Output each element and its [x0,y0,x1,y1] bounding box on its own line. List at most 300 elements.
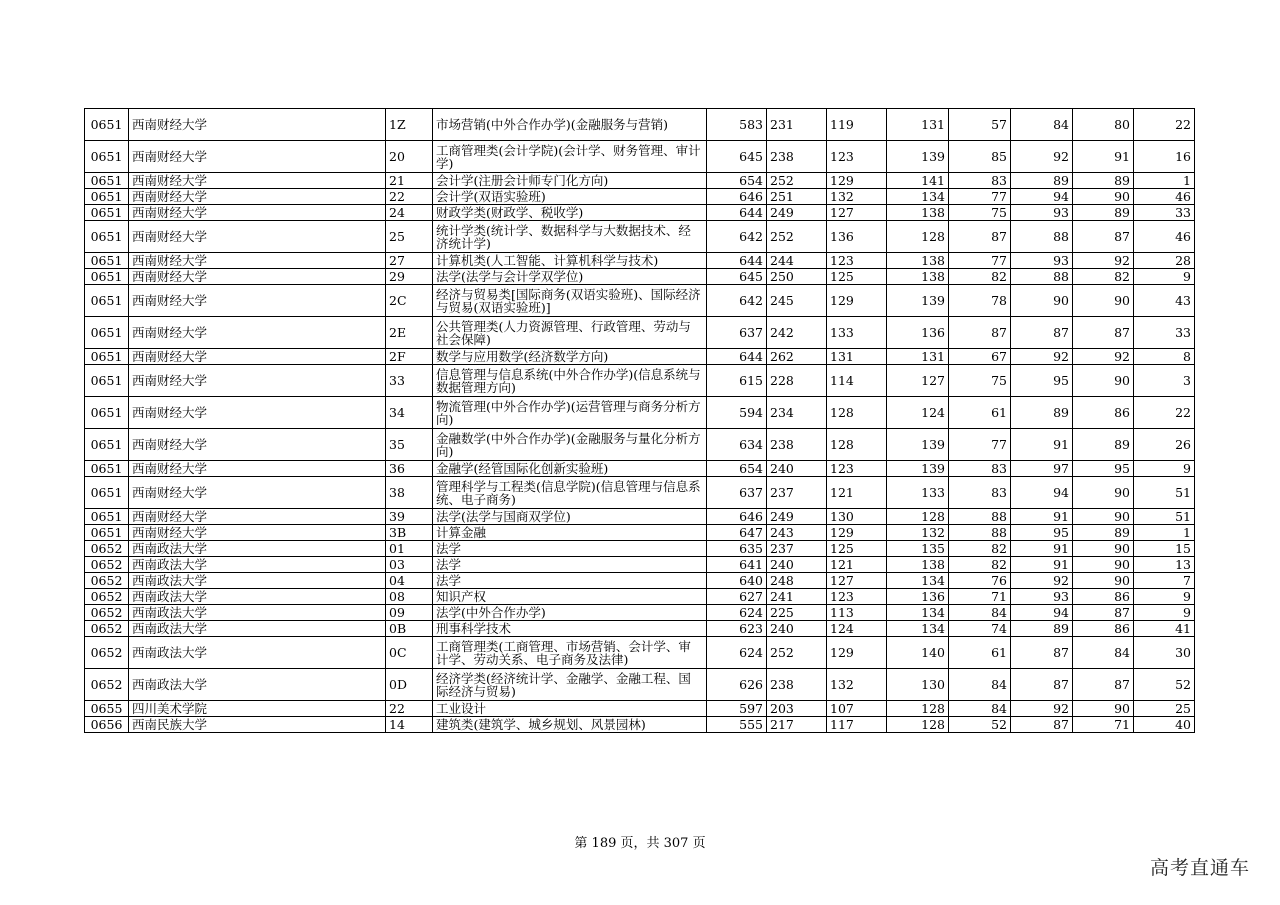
count-cell: 9 [1134,269,1195,285]
score-cell-4: 139 [887,285,949,317]
group-code-cell: 22 [386,701,433,717]
school-name-cell: 西南政法大学 [129,621,386,637]
table-row [85,701,1195,717]
school-code-cell: 0655 [85,701,129,717]
school-name-cell: 西南财经大学 [129,141,386,173]
school-name-cell: 西南财经大学 [129,509,386,525]
score-cell-4: 131 [887,109,949,141]
score-cell-5: 83 [949,477,1011,509]
score-cell-7: 86 [1073,589,1134,605]
major-name-cell: 计算机类(人工智能、计算机科学与技术) [433,253,707,269]
group-code-cell: 20 [386,141,433,173]
group-code-cell: 03 [386,557,433,573]
score-cell-6: 94 [1011,477,1073,509]
group-code-cell: 38 [386,477,433,509]
score-cell-5: 76 [949,573,1011,589]
score-cell-7: 90 [1073,285,1134,317]
major-name-cell: 建筑类(建筑学、城乡规划、风景园林) [433,717,707,733]
score-cell-7: 82 [1073,269,1134,285]
major-name-cell: 法学(中外合作办学) [433,605,707,621]
score-cell-4: 138 [887,253,949,269]
school-code-cell: 0652 [85,589,129,605]
score-cell-7: 71 [1073,717,1134,733]
table-row [85,429,1195,461]
score-cell-5: 67 [949,349,1011,365]
total-score-cell: 594 [707,397,767,429]
table-row [85,317,1195,349]
score-cell-7: 89 [1073,205,1134,221]
score-cell-3: 123 [827,461,887,477]
score-cell-7: 87 [1073,221,1134,253]
score-cell-5: 61 [949,637,1011,669]
major-name-cell: 知识产权 [433,589,707,605]
score-cell-4: 134 [887,605,949,621]
school-code-cell: 0651 [85,461,129,477]
score-cell-4: 130 [887,669,949,701]
count-cell: 13 [1134,557,1195,573]
count-cell: 26 [1134,429,1195,461]
score-cell-4: 138 [887,557,949,573]
major-name-cell: 工商管理类(会计学院)(会计学、财务管理、审计学) [433,141,707,173]
count-cell: 46 [1134,189,1195,205]
school-code-cell: 0651 [85,221,129,253]
school-name-cell: 西南政法大学 [129,573,386,589]
score-cell-6: 95 [1011,525,1073,541]
score-cell-5: 82 [949,557,1011,573]
total-score-cell: 644 [707,349,767,365]
score-cell-3: 114 [827,365,887,397]
score-cell-2: 225 [767,605,827,621]
major-name-cell: 信息管理与信息系统(中外合作办学)(信息系统与数据管理方向) [433,365,707,397]
score-cell-2: 243 [767,525,827,541]
score-cell-7: 86 [1073,621,1134,637]
score-cell-6: 89 [1011,397,1073,429]
score-cell-7: 90 [1073,365,1134,397]
table-row [85,637,1195,669]
score-cell-2: 240 [767,621,827,637]
score-cell-4: 140 [887,637,949,669]
score-cell-3: 130 [827,509,887,525]
score-cell-7: 90 [1073,573,1134,589]
major-name-cell: 市场营销(中外合作办学)(金融服务与营销) [433,109,707,141]
score-cell-2: 237 [767,477,827,509]
school-name-cell: 西南财经大学 [129,525,386,541]
school-code-cell: 0651 [85,269,129,285]
count-cell: 30 [1134,637,1195,669]
score-cell-6: 91 [1011,429,1073,461]
table-row [85,285,1195,317]
school-name-cell: 西南财经大学 [129,397,386,429]
table-row [85,525,1195,541]
score-cell-2: 234 [767,397,827,429]
score-cell-2: 238 [767,141,827,173]
score-cell-3: 121 [827,557,887,573]
table-row [85,173,1195,189]
score-cell-7: 90 [1073,541,1134,557]
score-cell-4: 136 [887,589,949,605]
table-row [85,605,1195,621]
total-score-cell: 645 [707,141,767,173]
score-cell-4: 133 [887,477,949,509]
score-cell-7: 89 [1073,173,1134,189]
major-name-cell: 工业设计 [433,701,707,717]
school-code-cell: 0652 [85,669,129,701]
count-cell: 25 [1134,701,1195,717]
score-cell-5: 77 [949,253,1011,269]
school-name-cell: 西南财经大学 [129,365,386,397]
score-cell-6: 87 [1011,717,1073,733]
total-score-cell: 555 [707,717,767,733]
score-cell-7: 92 [1073,349,1134,365]
group-code-cell: 33 [386,365,433,397]
group-code-cell: 14 [386,717,433,733]
count-cell: 1 [1134,525,1195,541]
total-score-cell: 654 [707,173,767,189]
school-name-cell: 西南政法大学 [129,605,386,621]
major-name-cell: 数学与应用数学(经济数学方向) [433,349,707,365]
score-cell-2: 244 [767,253,827,269]
score-cell-5: 78 [949,285,1011,317]
group-code-cell: 01 [386,541,433,557]
total-score-cell: 615 [707,365,767,397]
score-cell-5: 84 [949,701,1011,717]
score-cell-2: 238 [767,429,827,461]
total-score-cell: 627 [707,589,767,605]
score-cell-6: 89 [1011,621,1073,637]
school-code-cell: 0651 [85,141,129,173]
score-cell-2: 249 [767,509,827,525]
table-row [85,477,1195,509]
total-score-cell: 626 [707,669,767,701]
school-code-cell: 0651 [85,189,129,205]
score-cell-7: 87 [1073,317,1134,349]
school-name-cell: 西南财经大学 [129,429,386,461]
score-cell-5: 85 [949,141,1011,173]
count-cell: 8 [1134,349,1195,365]
score-cell-2: 240 [767,557,827,573]
school-name-cell: 西南财经大学 [129,269,386,285]
school-name-cell: 西南财经大学 [129,317,386,349]
total-score-cell: 637 [707,317,767,349]
score-cell-3: 132 [827,669,887,701]
score-cell-2: 262 [767,349,827,365]
score-cell-7: 84 [1073,637,1134,669]
score-cell-4: 128 [887,221,949,253]
school-name-cell: 西南财经大学 [129,189,386,205]
table-row [85,717,1195,733]
group-code-cell: 39 [386,509,433,525]
score-cell-6: 93 [1011,589,1073,605]
score-table [84,108,1195,733]
score-cell-5: 83 [949,173,1011,189]
score-cell-3: 132 [827,189,887,205]
score-cell-3: 121 [827,477,887,509]
score-cell-3: 123 [827,253,887,269]
major-name-cell: 工商管理类(工商管理、市场营销、会计学、审计学、劳动关系、电子商务及法律) [433,637,707,669]
count-cell: 22 [1134,109,1195,141]
score-cell-2: 238 [767,669,827,701]
school-name-cell: 西南财经大学 [129,349,386,365]
school-code-cell: 0651 [85,397,129,429]
school-code-cell: 0652 [85,541,129,557]
score-cell-3: 136 [827,221,887,253]
score-cell-6: 92 [1011,349,1073,365]
school-code-cell: 0652 [85,637,129,669]
score-cell-6: 92 [1011,141,1073,173]
school-code-cell: 0652 [85,573,129,589]
score-cell-4: 128 [887,701,949,717]
score-cell-7: 90 [1073,189,1134,205]
score-cell-5: 82 [949,269,1011,285]
score-cell-6: 90 [1011,285,1073,317]
score-cell-6: 87 [1011,669,1073,701]
count-cell: 40 [1134,717,1195,733]
school-name-cell: 西南财经大学 [129,285,386,317]
score-cell-4: 134 [887,573,949,589]
score-cell-6: 91 [1011,541,1073,557]
score-cell-5: 77 [949,429,1011,461]
total-score-cell: 646 [707,509,767,525]
score-cell-4: 134 [887,189,949,205]
major-name-cell: 管理科学与工程类(信息学院)(信息管理与信息系统、电子商务) [433,477,707,509]
score-cell-3: 127 [827,205,887,221]
group-code-cell: 08 [386,589,433,605]
score-cell-6: 95 [1011,365,1073,397]
score-cell-6: 89 [1011,173,1073,189]
major-name-cell: 公共管理类(人力资源管理、行政管理、劳动与社会保障) [433,317,707,349]
count-cell: 1 [1134,173,1195,189]
school-code-cell: 0652 [85,557,129,573]
count-cell: 3 [1134,365,1195,397]
count-cell: 52 [1134,669,1195,701]
school-code-cell: 0651 [85,509,129,525]
major-name-cell: 经济与贸易类[国际商务(双语实验班)、国际经济与贸易(双语实验班)] [433,285,707,317]
score-cell-5: 84 [949,669,1011,701]
total-score-cell: 642 [707,221,767,253]
score-cell-4: 139 [887,429,949,461]
score-cell-2: 249 [767,205,827,221]
score-cell-7: 90 [1073,509,1134,525]
total-score-cell: 640 [707,573,767,589]
score-cell-2: 242 [767,317,827,349]
group-code-cell: 21 [386,173,433,189]
score-cell-6: 92 [1011,701,1073,717]
school-name-cell: 西南财经大学 [129,221,386,253]
group-code-cell: 2E [386,317,433,349]
score-cell-4: 128 [887,717,949,733]
major-name-cell: 金融学(经管国际化创新实验班) [433,461,707,477]
major-name-cell: 财政学类(财政学、税收学) [433,205,707,221]
total-score-cell: 642 [707,285,767,317]
score-cell-7: 91 [1073,141,1134,173]
score-cell-3: 127 [827,573,887,589]
score-cell-4: 139 [887,141,949,173]
score-cell-2: 252 [767,173,827,189]
score-cell-3: 129 [827,525,887,541]
school-name-cell: 西南财经大学 [129,253,386,269]
major-name-cell: 会计学(注册会计师专门化方向) [433,173,707,189]
table-row [85,349,1195,365]
score-cell-2: 251 [767,189,827,205]
group-code-cell: 09 [386,605,433,621]
group-code-cell: 34 [386,397,433,429]
school-code-cell: 0651 [85,365,129,397]
school-name-cell: 西南政法大学 [129,589,386,605]
score-cell-2: 231 [767,109,827,141]
school-name-cell: 西南政法大学 [129,541,386,557]
school-code-cell: 0651 [85,317,129,349]
count-cell: 9 [1134,589,1195,605]
score-cell-6: 94 [1011,189,1073,205]
major-name-cell: 法学 [433,557,707,573]
score-cell-5: 84 [949,605,1011,621]
school-name-cell: 西南政法大学 [129,669,386,701]
score-cell-2: 252 [767,221,827,253]
score-cell-4: 134 [887,621,949,637]
score-cell-5: 71 [949,589,1011,605]
score-cell-5: 75 [949,205,1011,221]
score-cell-3: 129 [827,285,887,317]
total-score-cell: 644 [707,253,767,269]
score-cell-2: 237 [767,541,827,557]
total-score-cell: 645 [707,269,767,285]
score-cell-3: 128 [827,429,887,461]
school-code-cell: 0651 [85,525,129,541]
score-cell-7: 87 [1073,605,1134,621]
score-cell-3: 125 [827,541,887,557]
count-cell: 7 [1134,573,1195,589]
score-cell-5: 87 [949,221,1011,253]
page-footer: 第 189 页，共 307 页 [574,836,706,851]
total-score-cell: 623 [707,621,767,637]
score-cell-7: 92 [1073,253,1134,269]
school-code-cell: 0651 [85,429,129,461]
count-cell: 22 [1134,397,1195,429]
score-cell-3: 123 [827,589,887,605]
score-cell-7: 86 [1073,397,1134,429]
school-code-cell: 0652 [85,621,129,637]
total-score-cell: 637 [707,477,767,509]
watermark: 高考直通车 [1149,857,1250,879]
score-cell-6: 93 [1011,205,1073,221]
score-cell-6: 93 [1011,253,1073,269]
score-cell-6: 84 [1011,109,1073,141]
score-cell-4: 141 [887,173,949,189]
score-cell-6: 88 [1011,269,1073,285]
school-code-cell: 0656 [85,717,129,733]
school-name-cell: 西南政法大学 [129,557,386,573]
group-code-cell: 24 [386,205,433,221]
major-name-cell: 计算金融 [433,525,707,541]
group-code-cell: 35 [386,429,433,461]
score-cell-3: 107 [827,701,887,717]
score-cell-6: 91 [1011,509,1073,525]
table-row [85,589,1195,605]
table-row [85,365,1195,397]
count-cell: 43 [1134,285,1195,317]
major-name-cell: 金融数学(中外合作办学)(金融服务与量化分析方向) [433,429,707,461]
major-name-cell: 会计学(双语实验班) [433,189,707,205]
total-score-cell: 641 [707,557,767,573]
table-row [85,189,1195,205]
score-cell-5: 88 [949,525,1011,541]
score-cell-2: 248 [767,573,827,589]
score-cell-3: 123 [827,141,887,173]
count-cell: 51 [1134,509,1195,525]
total-score-cell: 583 [707,109,767,141]
score-cell-2: 250 [767,269,827,285]
score-cell-6: 97 [1011,461,1073,477]
school-name-cell: 四川美术学院 [129,701,386,717]
total-score-cell: 624 [707,637,767,669]
score-cell-3: 119 [827,109,887,141]
score-cell-4: 131 [887,349,949,365]
school-name-cell: 西南财经大学 [129,173,386,189]
score-cell-5: 75 [949,365,1011,397]
score-cell-7: 90 [1073,557,1134,573]
score-cell-7: 90 [1073,701,1134,717]
score-cell-4: 132 [887,525,949,541]
school-code-cell: 0651 [85,253,129,269]
score-cell-6: 94 [1011,605,1073,621]
school-name-cell: 西南财经大学 [129,477,386,509]
table-row [85,509,1195,525]
school-name-cell: 西南财经大学 [129,109,386,141]
score-cell-6: 92 [1011,573,1073,589]
score-cell-4: 136 [887,317,949,349]
score-cell-2: 217 [767,717,827,733]
score-cell-5: 83 [949,461,1011,477]
score-cell-5: 77 [949,189,1011,205]
score-cell-4: 127 [887,365,949,397]
score-cell-3: 113 [827,605,887,621]
total-score-cell: 644 [707,205,767,221]
score-cell-3: 129 [827,637,887,669]
total-score-cell: 647 [707,525,767,541]
score-cell-4: 128 [887,509,949,525]
score-cell-6: 91 [1011,557,1073,573]
table-row [85,557,1195,573]
score-cell-5: 88 [949,509,1011,525]
count-cell: 46 [1134,221,1195,253]
score-cell-4: 124 [887,397,949,429]
school-code-cell: 0651 [85,285,129,317]
table-row [85,253,1195,269]
school-name-cell: 西南民族大学 [129,717,386,733]
table-row [85,205,1195,221]
score-cell-3: 133 [827,317,887,349]
group-code-cell: 27 [386,253,433,269]
score-cell-2: 252 [767,637,827,669]
major-name-cell: 法学 [433,573,707,589]
group-code-cell: 0C [386,637,433,669]
school-code-cell: 0651 [85,109,129,141]
school-name-cell: 西南财经大学 [129,461,386,477]
count-cell: 15 [1134,541,1195,557]
group-code-cell: 1Z [386,109,433,141]
score-cell-2: 245 [767,285,827,317]
score-cell-2: 241 [767,589,827,605]
group-code-cell: 2F [386,349,433,365]
count-cell: 33 [1134,205,1195,221]
group-code-cell: 3B [386,525,433,541]
group-code-cell: 22 [386,189,433,205]
score-cell-5: 52 [949,717,1011,733]
score-cell-7: 90 [1073,477,1134,509]
major-name-cell: 物流管理(中外合作办学)(运营管理与商务分析方向) [433,397,707,429]
major-name-cell: 法学(法学与国商双学位) [433,509,707,525]
count-cell: 9 [1134,461,1195,477]
